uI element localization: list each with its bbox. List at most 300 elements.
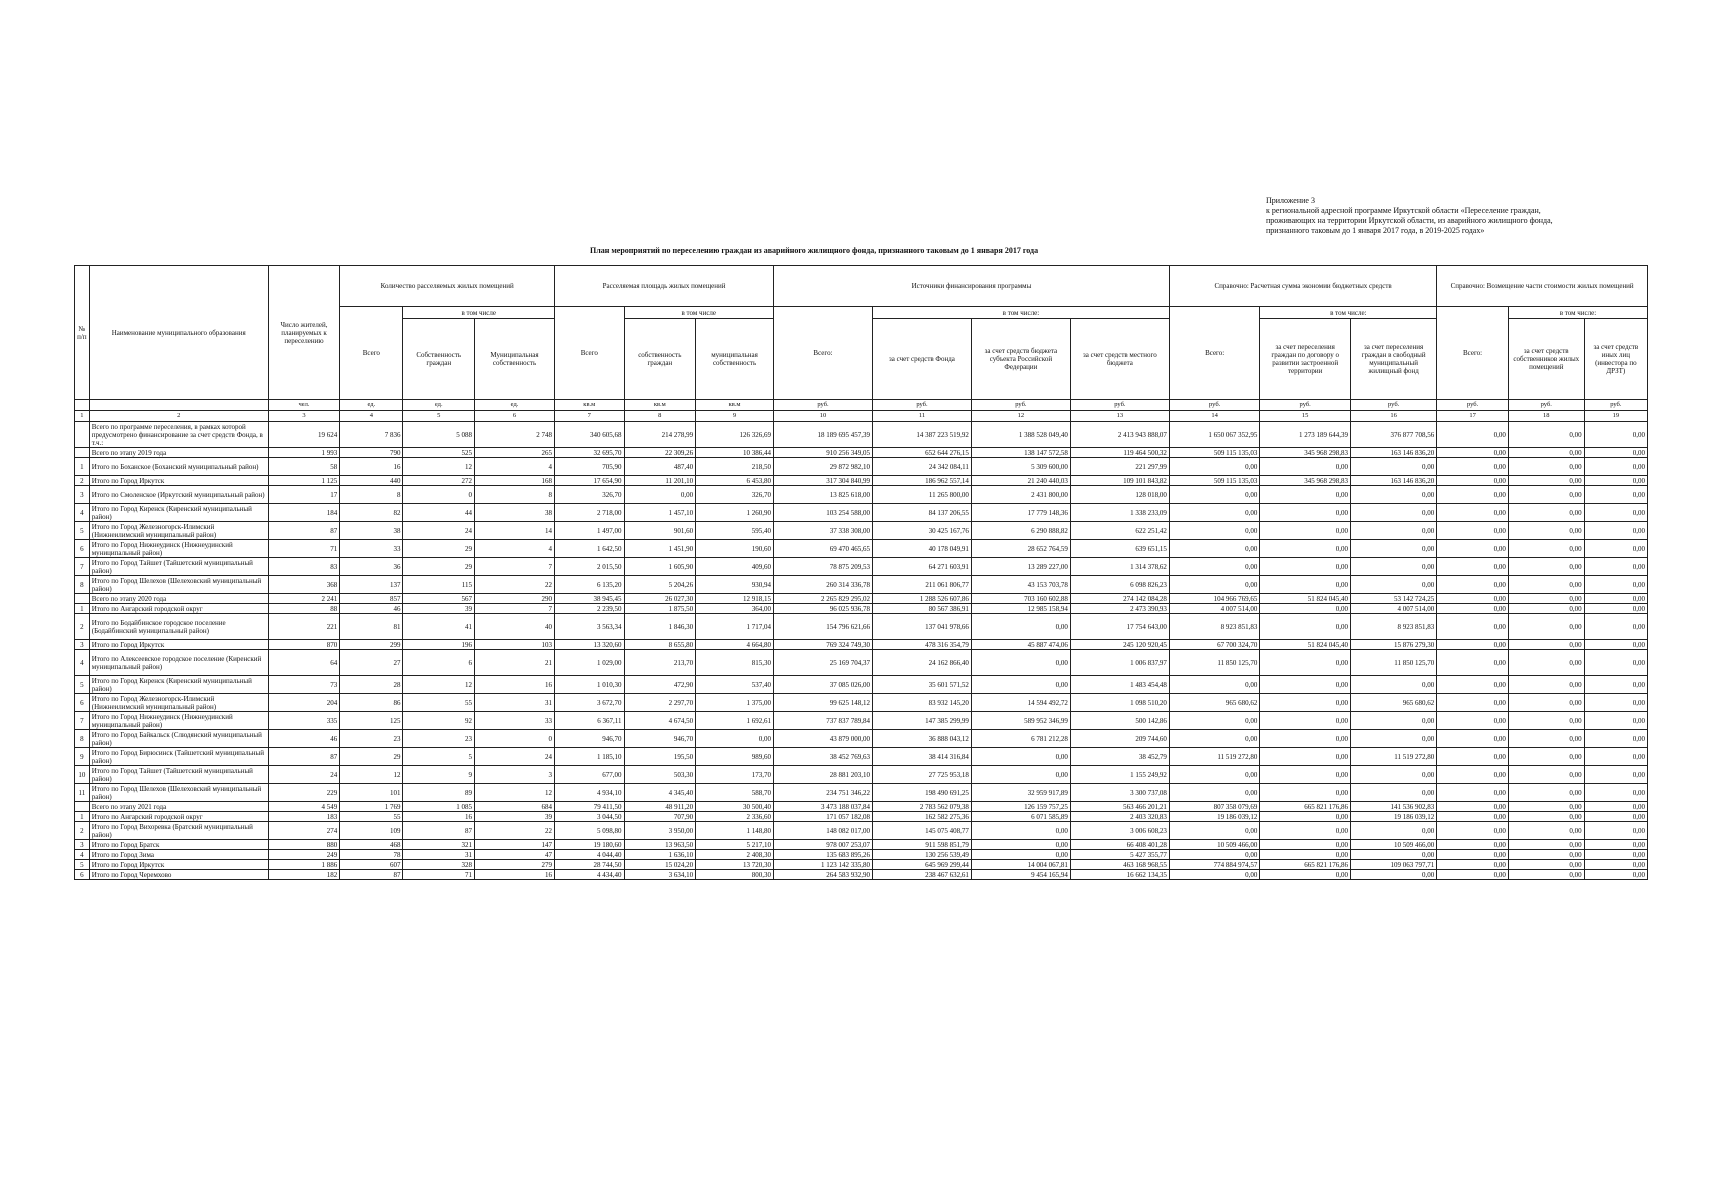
value-cell: 0,00 bbox=[1584, 486, 1647, 504]
column-number: 6 bbox=[475, 411, 555, 422]
value-cell: 214 278,99 bbox=[624, 422, 696, 448]
value-cell: 5 309 600,00 bbox=[971, 458, 1070, 476]
row-number: 3 bbox=[75, 840, 90, 850]
column-number: 16 bbox=[1350, 411, 1436, 422]
value-cell: 0,00 bbox=[1350, 730, 1436, 748]
header-rooms-total: Всего bbox=[340, 307, 403, 400]
table-row bbox=[75, 784, 1648, 802]
value-cell: 6 135,20 bbox=[555, 576, 624, 594]
value-cell: 88 bbox=[268, 604, 340, 614]
municipality-name: Итого по Смоленское (Иркутский муниципальный район) bbox=[89, 486, 268, 504]
value-cell: 0,00 bbox=[1437, 594, 1509, 604]
value-cell: 0,00 bbox=[1508, 448, 1584, 458]
row-number: 4 bbox=[75, 504, 90, 522]
value-cell: 0,00 bbox=[1437, 802, 1509, 812]
table-row bbox=[75, 458, 1648, 476]
value-cell: 137 bbox=[340, 576, 403, 594]
value-cell: 8 923 851,83 bbox=[1350, 614, 1436, 640]
value-cell: 141 536 902,83 bbox=[1350, 802, 1436, 812]
row-number bbox=[75, 422, 90, 448]
value-cell: 229 bbox=[268, 784, 340, 802]
value-cell: 135 683 895,26 bbox=[774, 850, 873, 860]
value-cell: 55 bbox=[403, 694, 475, 712]
value-cell: 4 674,50 bbox=[624, 712, 696, 730]
value-cell: 83 932 145,20 bbox=[872, 694, 971, 712]
value-cell: 7 836 bbox=[340, 422, 403, 448]
value-cell: 23 bbox=[340, 730, 403, 748]
value-cell: 37 085 026,00 bbox=[774, 676, 873, 694]
value-cell: 38 452,79 bbox=[1070, 748, 1169, 766]
value-cell: 13 289 227,00 bbox=[971, 558, 1070, 576]
table-row bbox=[75, 730, 1648, 748]
column-number: 15 bbox=[1260, 411, 1351, 422]
value-cell: 126 326,69 bbox=[696, 422, 774, 448]
value-cell: 0,00 bbox=[1508, 458, 1584, 476]
column-number: 13 bbox=[1070, 411, 1169, 422]
value-cell: 13 320,60 bbox=[555, 640, 624, 650]
value-cell: 0,00 bbox=[1437, 730, 1509, 748]
value-cell: 40 178 049,91 bbox=[872, 540, 971, 558]
municipality-name: Итого по Город Тайшет (Тайшетский муниципальный район) bbox=[89, 766, 268, 784]
unit-cell: кв.м bbox=[624, 400, 696, 411]
value-cell: 0,00 bbox=[1437, 822, 1509, 840]
value-cell: 0,00 bbox=[1508, 822, 1584, 840]
table-row bbox=[75, 802, 1648, 812]
row-number: 3 bbox=[75, 486, 90, 504]
header-subject-budget: за счет средств бюджета субъекта Российской Федерации bbox=[971, 319, 1070, 400]
column-number: 5 bbox=[403, 411, 475, 422]
value-cell: 4 044,40 bbox=[555, 850, 624, 860]
value-cell: 71 bbox=[403, 870, 475, 880]
value-cell: 0,00 bbox=[1508, 650, 1584, 676]
value-cell: 22 bbox=[475, 576, 555, 594]
table-row bbox=[75, 504, 1648, 522]
row-number bbox=[75, 594, 90, 604]
value-cell: 965 680,62 bbox=[1169, 694, 1260, 712]
value-cell: 137 041 978,66 bbox=[872, 614, 971, 640]
value-cell: 21 bbox=[475, 650, 555, 676]
header-savings-incl: в том числе: bbox=[1260, 307, 1437, 319]
value-cell: 0,00 bbox=[1350, 766, 1436, 784]
value-cell: 0,00 bbox=[1260, 458, 1351, 476]
municipality-name: Итого по Город Шелехов (Шелеховский муниципальный район) bbox=[89, 784, 268, 802]
value-cell: 1 769 bbox=[340, 802, 403, 812]
row-number: 8 bbox=[75, 576, 90, 594]
row-number: 6 bbox=[75, 540, 90, 558]
unit-cell: кв.м bbox=[555, 400, 624, 411]
value-cell: 2 297,70 bbox=[624, 694, 696, 712]
value-cell: 1 483 454,48 bbox=[1070, 676, 1169, 694]
value-cell: 19 180,60 bbox=[555, 840, 624, 850]
value-cell: 2 413 943 888,07 bbox=[1070, 422, 1169, 448]
municipality-name: Итого по Город Тайшет (Тайшетский муниципальный район) bbox=[89, 558, 268, 576]
table-row bbox=[75, 840, 1648, 850]
value-cell: 0,00 bbox=[1437, 476, 1509, 486]
value-cell: 80 567 386,91 bbox=[872, 604, 971, 614]
column-number: 11 bbox=[872, 411, 971, 422]
value-cell: 147 385 299,99 bbox=[872, 712, 971, 730]
header-compensation-incl: в том числе: bbox=[1508, 307, 1647, 319]
value-cell: 1 846,30 bbox=[624, 614, 696, 640]
table-row bbox=[75, 540, 1648, 558]
value-cell: 16 bbox=[475, 676, 555, 694]
value-cell: 0,00 bbox=[1437, 694, 1509, 712]
value-cell: 0,00 bbox=[1508, 870, 1584, 880]
value-cell: 12 bbox=[403, 458, 475, 476]
value-cell: 186 962 557,14 bbox=[872, 476, 971, 486]
value-cell: 130 256 539,49 bbox=[872, 850, 971, 860]
value-cell: 326,70 bbox=[696, 486, 774, 504]
header-own-citizens: Собственность граждан bbox=[403, 319, 475, 400]
value-cell: 209 744,60 bbox=[1070, 730, 1169, 748]
value-cell: 0,00 bbox=[1350, 486, 1436, 504]
table-row bbox=[75, 860, 1648, 870]
value-cell: 0,00 bbox=[1508, 422, 1584, 448]
value-cell: 6 781 212,28 bbox=[971, 730, 1070, 748]
value-cell: 0,00 bbox=[1260, 504, 1351, 522]
value-cell: 78 875 209,53 bbox=[774, 558, 873, 576]
value-cell: 0,00 bbox=[1584, 860, 1647, 870]
value-cell: 0,00 bbox=[1437, 860, 1509, 870]
value-cell: 0,00 bbox=[1350, 576, 1436, 594]
value-cell: 503,30 bbox=[624, 766, 696, 784]
value-cell: 272 bbox=[403, 476, 475, 486]
value-cell: 2 473 390,93 bbox=[1070, 604, 1169, 614]
value-cell: 15 024,20 bbox=[624, 860, 696, 870]
table-row bbox=[75, 594, 1648, 604]
value-cell: 17 754 643,00 bbox=[1070, 614, 1169, 640]
header-rooms-group: Количество расселяемых жилых помещений bbox=[340, 266, 555, 307]
value-cell: 183 bbox=[268, 812, 340, 822]
value-cell: 10 386,44 bbox=[696, 448, 774, 458]
value-cell: 11 519 272,80 bbox=[1350, 748, 1436, 766]
value-cell: 27 725 953,18 bbox=[872, 766, 971, 784]
value-cell: 5 bbox=[403, 748, 475, 766]
table-row bbox=[75, 676, 1648, 694]
value-cell: 126 159 757,25 bbox=[971, 802, 1070, 812]
value-cell: 67 700 324,70 bbox=[1169, 640, 1260, 650]
value-cell: 55 bbox=[340, 812, 403, 822]
value-cell: 173,70 bbox=[696, 766, 774, 784]
value-cell: 0,00 bbox=[1350, 558, 1436, 576]
table-row bbox=[75, 812, 1648, 822]
value-cell: 11 265 800,00 bbox=[872, 486, 971, 504]
value-cell: 28 881 203,10 bbox=[774, 766, 873, 784]
value-cell: 0,00 bbox=[1169, 558, 1260, 576]
value-cell: 0,00 bbox=[1508, 558, 1584, 576]
row-number: 6 bbox=[75, 870, 90, 880]
value-cell: 24 bbox=[403, 522, 475, 540]
value-cell: 84 137 206,55 bbox=[872, 504, 971, 522]
value-cell: 509 115 135,03 bbox=[1169, 476, 1260, 486]
value-cell: 29 bbox=[403, 540, 475, 558]
value-cell: 0,00 bbox=[1169, 784, 1260, 802]
value-cell: 0,00 bbox=[1508, 604, 1584, 614]
value-cell: 0,00 bbox=[1508, 850, 1584, 860]
value-cell: 78 bbox=[340, 850, 403, 860]
value-cell: 12 bbox=[340, 766, 403, 784]
value-cell: 2 748 bbox=[475, 422, 555, 448]
value-cell: 109 101 843,82 bbox=[1070, 476, 1169, 486]
value-cell: 0,00 bbox=[1350, 522, 1436, 540]
value-cell: 0,00 bbox=[971, 766, 1070, 784]
municipality-name: Итого по Ангарский городской округ bbox=[89, 604, 268, 614]
value-cell: 28 bbox=[340, 676, 403, 694]
value-cell: 0,00 bbox=[1508, 486, 1584, 504]
value-cell: 82 bbox=[340, 504, 403, 522]
value-cell: 1 875,50 bbox=[624, 604, 696, 614]
value-cell: 6 098 826,23 bbox=[1070, 576, 1169, 594]
value-cell: 1 457,10 bbox=[624, 504, 696, 522]
value-cell: 19 624 bbox=[268, 422, 340, 448]
value-cell: 14 594 492,72 bbox=[971, 694, 1070, 712]
value-cell: 0,00 bbox=[1169, 540, 1260, 558]
column-number: 10 bbox=[774, 411, 873, 422]
value-cell: 279 bbox=[475, 860, 555, 870]
value-cell: 0,00 bbox=[1508, 802, 1584, 812]
value-cell: 774 884 974,57 bbox=[1169, 860, 1260, 870]
value-cell: 870 bbox=[268, 640, 340, 650]
value-cell: 148 082 017,00 bbox=[774, 822, 873, 840]
value-cell: 0,00 bbox=[1169, 522, 1260, 540]
value-cell: 911 598 851,79 bbox=[872, 840, 971, 850]
value-cell: 1 605,90 bbox=[624, 558, 696, 576]
value-cell: 910 256 349,05 bbox=[774, 448, 873, 458]
header-area-own-citizens: собственность граждан bbox=[624, 319, 696, 400]
value-cell: 1 636,10 bbox=[624, 850, 696, 860]
header-owners: за счет средств собственников жилых помещений bbox=[1508, 319, 1584, 400]
value-cell: 0,00 bbox=[1508, 766, 1584, 784]
value-cell: 1 650 067 352,95 bbox=[1169, 422, 1260, 448]
value-cell: 2 241 bbox=[268, 594, 340, 604]
value-cell: 0,00 bbox=[1508, 504, 1584, 522]
value-cell: 0,00 bbox=[1584, 522, 1647, 540]
value-cell: 0,00 bbox=[1437, 422, 1509, 448]
value-cell: 665 821 176,86 bbox=[1260, 860, 1351, 870]
value-cell: 509 115 135,03 bbox=[1169, 448, 1260, 458]
value-cell: 1 010,30 bbox=[555, 676, 624, 694]
value-cell: 0,00 bbox=[1508, 730, 1584, 748]
value-cell: 0,00 bbox=[1508, 594, 1584, 604]
municipality-name: Всего по этапу 2019 года bbox=[89, 448, 268, 458]
row-number bbox=[75, 802, 90, 812]
value-cell: 10 509 466,00 bbox=[1169, 840, 1260, 850]
value-cell: 168 bbox=[475, 476, 555, 486]
value-cell: 234 751 346,22 bbox=[774, 784, 873, 802]
value-cell: 0,00 bbox=[1508, 676, 1584, 694]
value-cell: 6 367,11 bbox=[555, 712, 624, 730]
value-cell: 0,00 bbox=[1584, 730, 1647, 748]
value-cell: 665 821 176,86 bbox=[1260, 802, 1351, 812]
value-cell: 44 bbox=[403, 504, 475, 522]
value-cell: 184 bbox=[268, 504, 340, 522]
value-cell: 163 146 836,20 bbox=[1350, 476, 1436, 486]
municipality-name: Итого по Город Братск bbox=[89, 840, 268, 850]
value-cell: 41 bbox=[403, 614, 475, 640]
value-cell: 0,00 bbox=[1350, 822, 1436, 840]
value-cell: 0,00 bbox=[1260, 540, 1351, 558]
table-row bbox=[75, 422, 1648, 448]
value-cell: 198 490 691,25 bbox=[872, 784, 971, 802]
value-cell: 125 bbox=[340, 712, 403, 730]
value-cell: 16 bbox=[403, 812, 475, 822]
appendix-line: Приложение 3 bbox=[1266, 196, 1315, 205]
value-cell: 71 bbox=[268, 540, 340, 558]
value-cell: 17 779 148,36 bbox=[971, 504, 1070, 522]
table-row bbox=[75, 448, 1648, 458]
value-cell: 13 825 618,00 bbox=[774, 486, 873, 504]
value-cell: 0,00 bbox=[1508, 748, 1584, 766]
row-number: 6 bbox=[75, 694, 90, 712]
value-cell: 0,00 bbox=[1437, 504, 1509, 522]
value-cell: 0,00 bbox=[1169, 576, 1260, 594]
column-number: 1 bbox=[75, 411, 90, 422]
value-cell: 12 bbox=[403, 676, 475, 694]
unit-cell: руб. bbox=[971, 400, 1070, 411]
value-cell: 6 071 585,89 bbox=[971, 812, 1070, 822]
value-cell: 0,00 bbox=[1584, 650, 1647, 676]
value-cell: 221 bbox=[268, 614, 340, 640]
units-row bbox=[75, 400, 1648, 411]
appendix-line: к региональной адресной программе Иркутской области «Переселение граждан, bbox=[1266, 206, 1541, 215]
value-cell: 3 473 188 037,84 bbox=[774, 802, 873, 812]
value-cell: 0,00 bbox=[1508, 522, 1584, 540]
table-row bbox=[75, 486, 1648, 504]
value-cell: 0,00 bbox=[1260, 812, 1351, 822]
value-cell: 32 959 917,89 bbox=[971, 784, 1070, 802]
header-rooms-incl: в том числе bbox=[403, 307, 555, 319]
row-number: 7 bbox=[75, 712, 90, 730]
value-cell: 0,00 bbox=[1260, 614, 1351, 640]
value-cell: 11 519 272,80 bbox=[1169, 748, 1260, 766]
value-cell: 0,00 bbox=[971, 650, 1070, 676]
value-cell: 1 314 378,62 bbox=[1070, 558, 1169, 576]
value-cell: 28 652 764,59 bbox=[971, 540, 1070, 558]
value-cell: 81 bbox=[340, 614, 403, 640]
value-cell: 195,50 bbox=[624, 748, 696, 766]
value-cell: 0,00 bbox=[1584, 422, 1647, 448]
value-cell: 368 bbox=[268, 576, 340, 594]
value-cell: 0,00 bbox=[1584, 766, 1647, 784]
column-number: 3 bbox=[268, 411, 340, 422]
value-cell: 6 bbox=[403, 650, 475, 676]
value-cell: 96 025 936,78 bbox=[774, 604, 873, 614]
value-cell: 115 bbox=[403, 576, 475, 594]
value-cell: 478 316 354,79 bbox=[872, 640, 971, 650]
table-row bbox=[75, 748, 1648, 766]
value-cell: 703 160 602,88 bbox=[971, 594, 1070, 604]
header-local-budget: за счет средств местного бюджета bbox=[1070, 319, 1169, 400]
municipality-name: Итого по Город Иркутск bbox=[89, 640, 268, 650]
value-cell: 204 bbox=[268, 694, 340, 712]
value-cell: 790 bbox=[340, 448, 403, 458]
value-cell: 0,00 bbox=[1260, 522, 1351, 540]
value-cell: 2 403 320,83 bbox=[1070, 812, 1169, 822]
value-cell: 265 bbox=[475, 448, 555, 458]
value-cell: 32 695,70 bbox=[555, 448, 624, 458]
value-cell: 147 bbox=[475, 840, 555, 850]
value-cell: 290 bbox=[475, 594, 555, 604]
value-cell: 440 bbox=[340, 476, 403, 486]
value-cell: 0,00 bbox=[1350, 676, 1436, 694]
value-cell: 622 251,42 bbox=[1070, 522, 1169, 540]
value-cell: 0,00 bbox=[1260, 840, 1351, 850]
value-cell: 500 142,86 bbox=[1070, 712, 1169, 730]
appendix-line: проживающих на территории Иркутской области, из аварийного жилищного фонда, bbox=[1266, 216, 1553, 225]
value-cell: 23 bbox=[403, 730, 475, 748]
value-cell: 24 bbox=[268, 766, 340, 784]
value-cell: 0,00 bbox=[1437, 850, 1509, 860]
value-cell: 40 bbox=[475, 614, 555, 640]
header-area-total: Всего bbox=[555, 307, 624, 400]
value-cell: 930,94 bbox=[696, 576, 774, 594]
value-cell: 162 582 275,36 bbox=[872, 812, 971, 822]
value-cell: 1 375,00 bbox=[696, 694, 774, 712]
value-cell: 1 125 bbox=[268, 476, 340, 486]
value-cell: 16 bbox=[340, 458, 403, 476]
value-cell: 26 027,30 bbox=[624, 594, 696, 604]
value-cell: 0,00 bbox=[1584, 604, 1647, 614]
value-cell: 0,00 bbox=[1350, 540, 1436, 558]
value-cell: 1 338 233,09 bbox=[1070, 504, 1169, 522]
row-number: 5 bbox=[75, 522, 90, 540]
value-cell: 27 bbox=[340, 650, 403, 676]
value-cell: 28 744,50 bbox=[555, 860, 624, 870]
municipality-name: Итого по Город Черемхово bbox=[89, 870, 268, 880]
municipality-name: Итого по Город Бирюсинск (Тайшетский муниципальный район) bbox=[89, 748, 268, 766]
value-cell: 1 006 837,97 bbox=[1070, 650, 1169, 676]
value-cell: 73 bbox=[268, 676, 340, 694]
value-cell: 1 273 189 644,39 bbox=[1260, 422, 1351, 448]
value-cell: 138 147 572,58 bbox=[971, 448, 1070, 458]
value-cell: 607 bbox=[340, 860, 403, 870]
column-number: 17 bbox=[1437, 411, 1509, 422]
value-cell: 218,50 bbox=[696, 458, 774, 476]
value-cell: 19 186 039,12 bbox=[1169, 812, 1260, 822]
value-cell: 0,00 bbox=[1169, 766, 1260, 784]
value-cell: 83 bbox=[268, 558, 340, 576]
value-cell: 36 888 043,12 bbox=[872, 730, 971, 748]
table-row bbox=[75, 822, 1648, 840]
value-cell: 9 bbox=[403, 766, 475, 784]
header-savings-total: Всего: bbox=[1169, 307, 1260, 400]
value-cell: 1 098 510,20 bbox=[1070, 694, 1169, 712]
value-cell: 92 bbox=[403, 712, 475, 730]
value-cell: 0,00 bbox=[1584, 576, 1647, 594]
value-cell: 0,00 bbox=[1508, 812, 1584, 822]
header-dev-agreement: за счет переселения граждан по договору о развитии застроенной территории bbox=[1260, 319, 1351, 400]
value-cell: 0,00 bbox=[1437, 558, 1509, 576]
unit-cell: руб. bbox=[1169, 400, 1260, 411]
resettlement-plan-table bbox=[74, 265, 1648, 880]
value-cell: 0,00 bbox=[1260, 870, 1351, 880]
value-cell: 364,00 bbox=[696, 604, 774, 614]
value-cell: 4 007 514,00 bbox=[1169, 604, 1260, 614]
column-number: 4 bbox=[340, 411, 403, 422]
value-cell: 0,00 bbox=[1169, 822, 1260, 840]
value-cell: 33 bbox=[340, 540, 403, 558]
value-cell: 128 018,00 bbox=[1070, 486, 1169, 504]
value-cell: 0,00 bbox=[1260, 766, 1351, 784]
column-number: 9 bbox=[696, 411, 774, 422]
value-cell: 196 bbox=[403, 640, 475, 650]
value-cell: 145 075 408,77 bbox=[872, 822, 971, 840]
value-cell: 154 796 621,66 bbox=[774, 614, 873, 640]
value-cell: 13 963,50 bbox=[624, 840, 696, 850]
value-cell: 5 204,26 bbox=[624, 576, 696, 594]
value-cell: 0,00 bbox=[971, 822, 1070, 840]
value-cell: 35 601 571,52 bbox=[872, 676, 971, 694]
